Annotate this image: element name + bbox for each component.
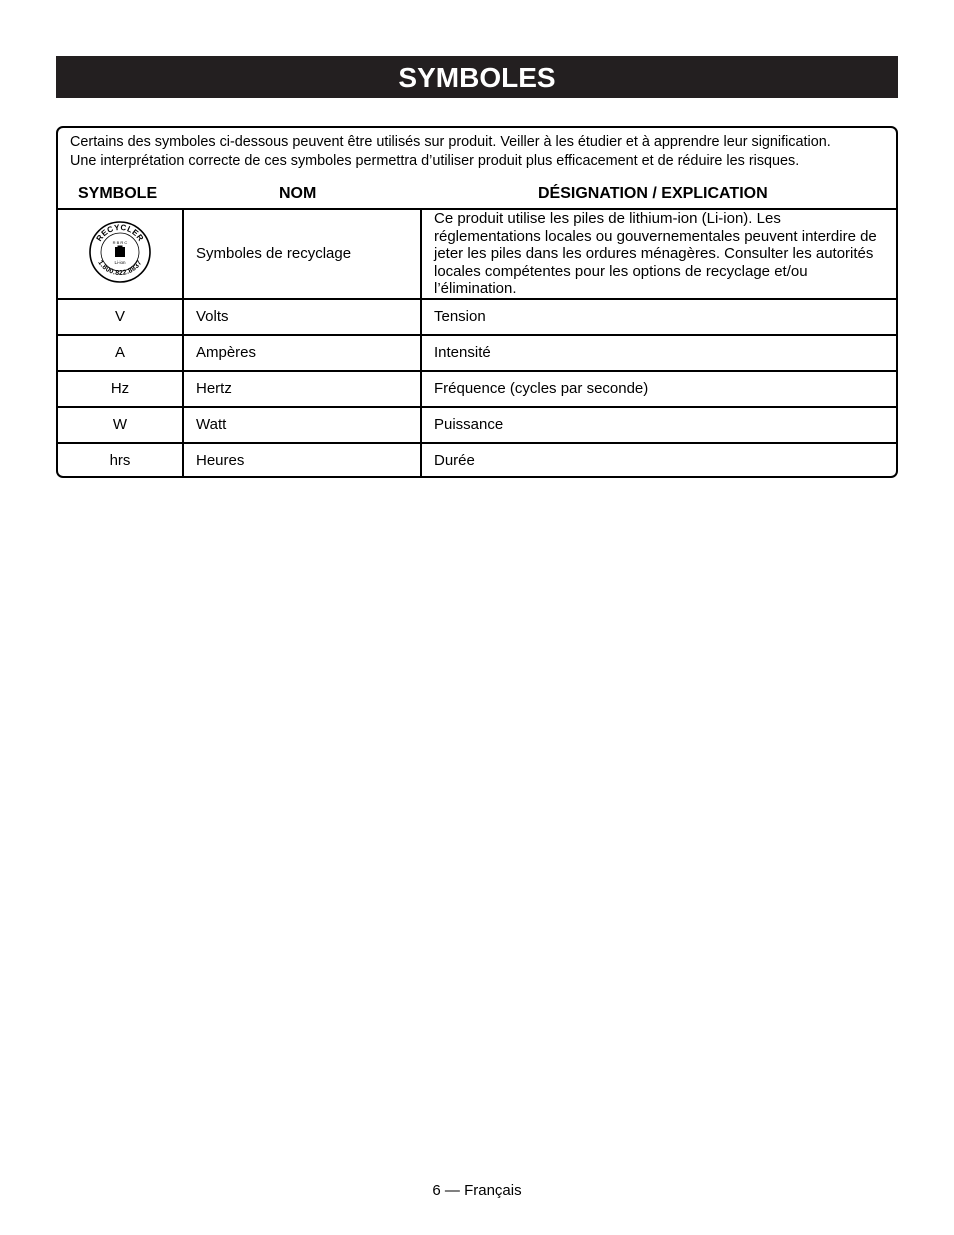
header-symbol: SYMBOLE — [78, 185, 158, 202]
seal-top-text: RECYCLER — [94, 222, 146, 243]
intro-text — [70, 133, 890, 171]
table-row — [58, 407, 896, 443]
symbol-cell: Hz — [58, 371, 183, 407]
symbol-cell: V — [58, 299, 183, 335]
name-cell: Hertz — [183, 371, 421, 407]
symbol-cell: A — [58, 335, 183, 371]
page-title: SYMBOLES — [56, 56, 898, 98]
symbol-cell: W — [58, 407, 183, 443]
explanation-cell: Tension — [421, 299, 896, 335]
recycle-name: Symboles de recyclage — [183, 209, 421, 299]
intro-line-1: Certains des symboles ci-dessous peuvent être utilisés sur produit. Veiller à les étudier et à apprendre leur signification. — [70, 134, 831, 150]
recycle-seal-icon — [88, 220, 152, 284]
explanation-cell: Durée — [421, 443, 896, 478]
table-row — [58, 209, 896, 299]
seal-chem-text: Li-ion — [114, 259, 126, 265]
table-row — [58, 371, 896, 407]
header-designation: DÉSIGNATION / EXPLICATION — [538, 185, 768, 202]
name-cell: Ampères — [183, 335, 421, 371]
seal-phone-text: 1.800.822.8837 — [96, 259, 144, 277]
explanation-cell: Puissance — [421, 407, 896, 443]
header-name: NOM — [279, 185, 317, 202]
symbols-box — [56, 126, 898, 478]
page-footer: 6 — Français — [432, 1182, 522, 1199]
explanation-cell: Intensité — [421, 335, 896, 371]
explanation-cell: Fréquence (cycles par seconde) — [421, 371, 896, 407]
symbol-cell: hrs — [58, 443, 183, 478]
name-cell: Watt — [183, 407, 421, 443]
table-row — [58, 335, 896, 371]
battery-icon — [115, 245, 125, 257]
table-row — [58, 299, 896, 335]
name-cell: Heures — [183, 443, 421, 478]
table-row — [58, 443, 896, 478]
recycle-explanation: Ce produit utilise les piles de lithium-ion (Li-ion). Les réglementations locales ou gouvernementales peuvent interdire de jeter les piles dans les ordures ménagères. Consulter les autorités locales compétentes pour les options de recyclage et/ou l’élimination. — [421, 209, 896, 299]
seal-mid-text: R B R C — [112, 239, 128, 245]
name-cell: Volts — [183, 299, 421, 335]
intro-line-2: Une interprétation correcte de ces symboles permettra d’utiliser produit plus efficacement et de réduire les risques. — [70, 153, 800, 169]
symbols-table — [58, 208, 896, 478]
recycle-seal-cell — [58, 209, 183, 299]
